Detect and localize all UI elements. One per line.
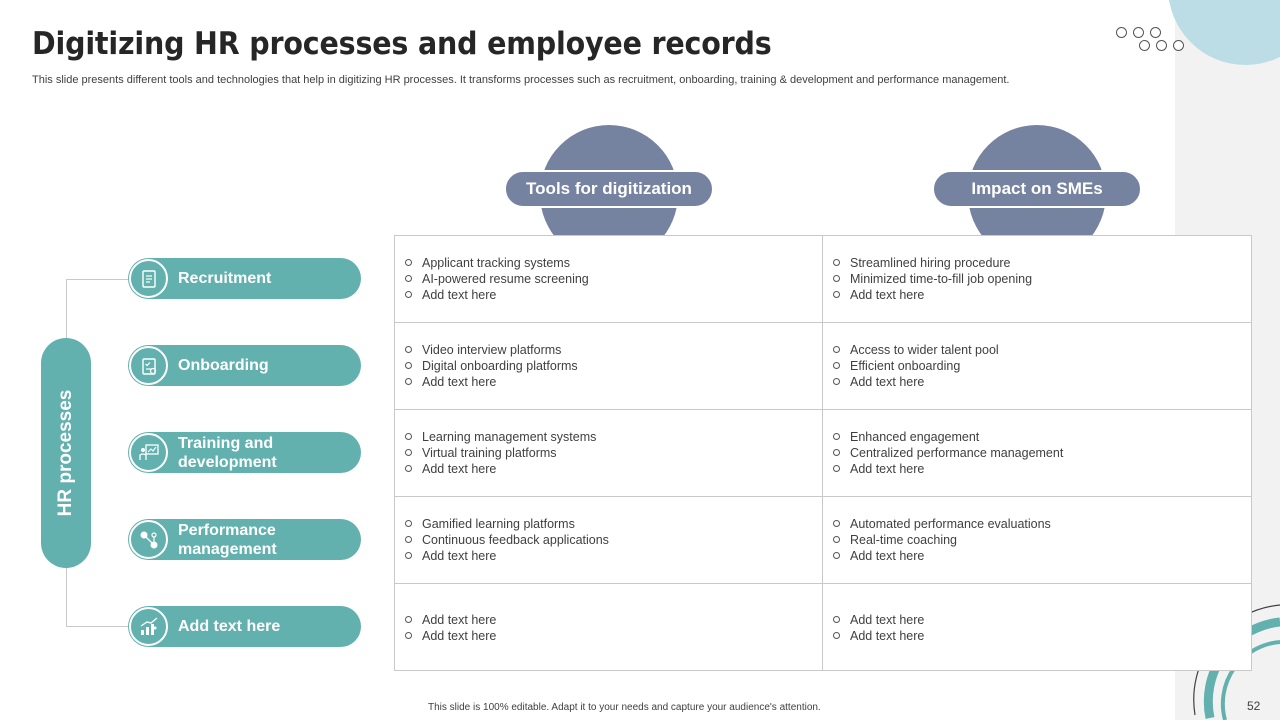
list-item (833, 548, 1251, 564)
list-item (833, 374, 1251, 390)
bullet-circle-icon (833, 536, 840, 543)
list-item-text: Add text here (422, 549, 497, 563)
tools-cell (395, 323, 823, 410)
list-item (833, 612, 1251, 628)
dot (1173, 40, 1184, 51)
list-item (405, 532, 822, 548)
bullet-circle-icon (833, 520, 840, 527)
tools-cell (395, 497, 823, 584)
list-item-text: Learning management systems (422, 430, 597, 444)
list-item-text: Real-time coaching (850, 533, 957, 547)
dot (1116, 27, 1127, 38)
process-label: Add text here (178, 618, 281, 635)
list-item (833, 516, 1251, 532)
list-item-text: Add text here (850, 462, 925, 476)
bullet-circle-icon (405, 378, 412, 385)
bullet-circle-icon (405, 520, 412, 527)
list-item (405, 612, 822, 628)
bullet-circle-icon (405, 291, 412, 298)
list-item-text: Add text here (850, 288, 925, 302)
tools-header-pill: Tools for digitization (504, 170, 714, 208)
bullet-circle-icon (405, 449, 412, 456)
presentation-icon (129, 433, 168, 472)
list-item-text: Automated performance evaluations (850, 517, 1051, 531)
footer-note: This slide is 100% editable. Adapt it to your needs and capture your audience's attention. (428, 702, 821, 713)
bullet-circle-icon (405, 465, 412, 472)
bullet-circle-icon (833, 465, 840, 472)
bullet-circle-icon (405, 433, 412, 440)
impact-list (833, 612, 1251, 644)
list-item (405, 271, 822, 287)
list-item (833, 358, 1251, 374)
bullet-circle-icon (405, 275, 412, 282)
process-label: Recruitment (178, 270, 272, 287)
list-item-text: Add text here (422, 375, 497, 389)
bullet-circle-icon (405, 259, 412, 266)
tools-list (405, 612, 822, 644)
list-item-text: Efficient onboarding (850, 359, 961, 373)
bullet-circle-icon (405, 362, 412, 369)
impact-list (833, 516, 1251, 564)
list-item-text: Virtual training platforms (422, 446, 557, 460)
list-item (833, 287, 1251, 303)
bullet-circle-icon (833, 632, 840, 639)
list-item-text: Access to wider talent pool (850, 343, 999, 357)
bullet-circle-icon (405, 536, 412, 543)
list-item-text: Add text here (422, 288, 497, 302)
bullet-circle-icon (405, 346, 412, 353)
bullet-circle-icon (833, 616, 840, 623)
tools-list (405, 516, 822, 564)
bullet-circle-icon (833, 362, 840, 369)
impact-list (833, 342, 1251, 390)
page-title: Digitizing HR processes and employee records (32, 26, 772, 62)
list-item (833, 628, 1251, 644)
bullet-circle-icon (405, 552, 412, 559)
list-item (833, 445, 1251, 461)
page-subtitle: This slide presents different tools and technologies that help in digitizing HR processes. It transforms processes such as recruitment, onboarding, training & development and performance management. (32, 74, 1010, 86)
impact-cell (823, 497, 1251, 584)
list-item (405, 516, 822, 532)
list-item (405, 374, 822, 390)
list-item-text: Applicant tracking systems (422, 256, 570, 270)
tools-list (405, 429, 822, 477)
list-item (405, 461, 822, 477)
tools-cell (395, 410, 823, 497)
bullet-circle-icon (833, 433, 840, 440)
list-item (833, 255, 1251, 271)
impact-cell (823, 236, 1251, 323)
list-item (833, 429, 1251, 445)
bullet-circle-icon (833, 346, 840, 353)
list-item-text: Video interview platforms (422, 343, 562, 357)
bullet-circle-icon (405, 632, 412, 639)
list-item (405, 342, 822, 358)
bullet-circle-icon (833, 291, 840, 298)
list-item (405, 445, 822, 461)
list-item-text: Add text here (422, 612, 497, 627)
list-item-text: Minimized time-to-fill job opening (850, 272, 1033, 286)
network-icon (129, 520, 168, 559)
bullet-circle-icon (833, 259, 840, 266)
list-item (833, 342, 1251, 358)
dot (1156, 40, 1167, 51)
tools-cell (395, 236, 823, 323)
list-item (405, 358, 822, 374)
list-item-text: Add text here (850, 375, 925, 389)
list-item-text: Add text here (422, 462, 497, 476)
list-item (405, 255, 822, 271)
list-item-text: Digital onboarding platforms (422, 359, 578, 373)
tools-list (405, 255, 822, 303)
growth-chart-icon (129, 607, 168, 646)
dot (1133, 27, 1144, 38)
list-item-text: AI-powered resume screening (422, 272, 589, 286)
process-label: Onboarding (178, 357, 269, 374)
resume-icon (129, 259, 168, 298)
impact-cell (823, 584, 1251, 671)
impact-cell (823, 410, 1251, 497)
impact-header-pill: Impact on SMEs (932, 170, 1142, 208)
list-item (833, 271, 1251, 287)
process-label: Performance management (178, 521, 277, 558)
bullet-circle-icon (833, 552, 840, 559)
bullet-circle-icon (833, 378, 840, 385)
page-number: 52 (1247, 699, 1261, 713)
bullet-circle-icon (405, 616, 412, 623)
dot (1139, 40, 1150, 51)
tools-cell (395, 584, 823, 671)
list-item-text: Gamified learning platforms (422, 517, 575, 531)
list-item-text: Centralized performance management (850, 446, 1064, 460)
impact-cell (823, 323, 1251, 410)
list-item-text: Add text here (850, 628, 925, 643)
process-label: Training and development (178, 434, 277, 471)
list-item (405, 287, 822, 303)
list-item-text: Add text here (850, 549, 925, 563)
checklist-icon (129, 346, 168, 385)
list-item-text: Add text here (422, 628, 497, 643)
tools-list (405, 342, 822, 390)
list-item (405, 628, 822, 644)
list-item-text: Add text here (850, 612, 925, 627)
list-item-text: Enhanced engagement (850, 430, 980, 444)
impact-list (833, 255, 1251, 303)
list-item-text: Streamlined hiring procedure (850, 256, 1011, 270)
list-item (405, 548, 822, 564)
impact-list (833, 429, 1251, 477)
dot (1150, 27, 1161, 38)
hr-processes-label: HR processes (55, 389, 76, 517)
process-table (394, 235, 1252, 671)
bullet-circle-icon (833, 275, 840, 282)
bullet-circle-icon (833, 449, 840, 456)
list-item (833, 461, 1251, 477)
list-item (405, 429, 822, 445)
list-item (833, 532, 1251, 548)
list-item-text: Continuous feedback applications (422, 533, 609, 547)
